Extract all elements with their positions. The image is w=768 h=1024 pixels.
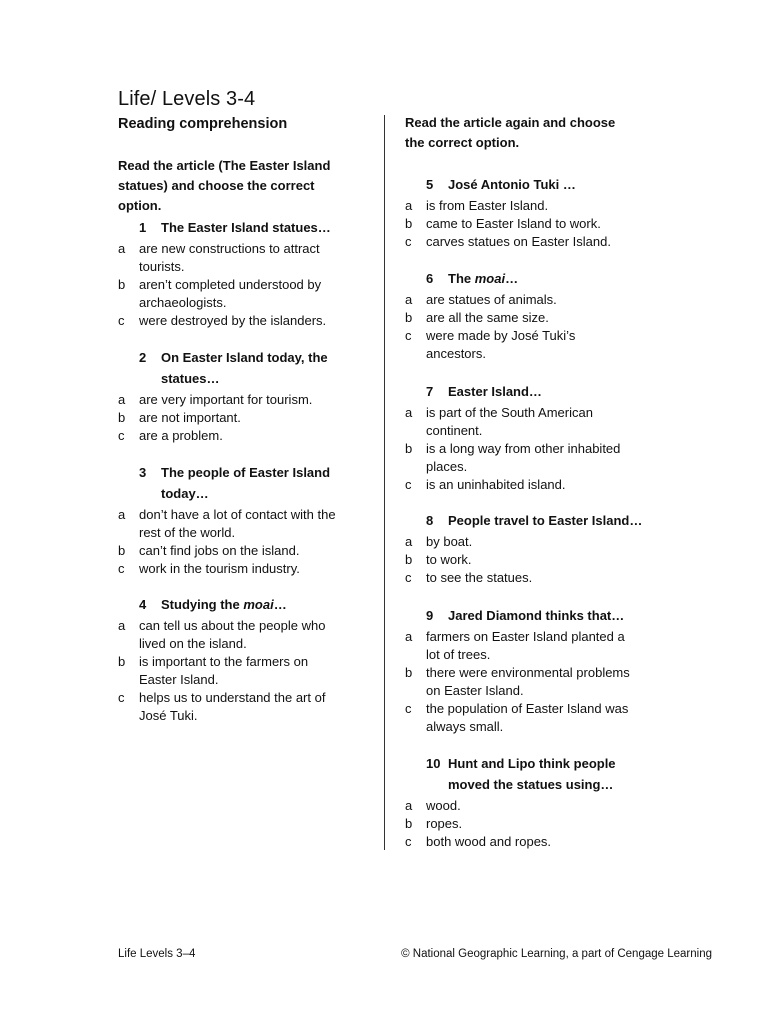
option-c: c the population of Easter Island was always small. [405,701,629,734]
page-subtitle: Reading comprehension [118,116,288,132]
option-c: c carves statues on Easter Island. [405,234,611,249]
option-b: b ropes. [405,816,463,831]
question-text: Studying the moai… [161,597,287,612]
question-2 [118,347,351,445]
option-c: c to see the statues. [405,570,533,585]
question-10 [405,753,638,851]
question-text: On Easter Island today, the statues… [161,350,328,386]
question-6 [405,268,638,363]
option-c: c is an uninhabited island. [405,477,566,492]
option-a: a don’t have a lot of contact with the rest of the world. [118,507,336,540]
question-9 [405,605,658,736]
option-a: a can tell us about the people who lived on the island. [118,618,326,651]
question-number: 2 [139,350,147,365]
right-instructions: Read the article again and choose the correct option. [405,115,616,150]
option-c: c work in the tourism industry. [118,561,300,576]
option-c: c were made by José Tuki’s ancestors. [405,328,576,361]
option-c: c both wood and ropes. [405,834,552,849]
option-b: b are all the same size. [405,310,549,325]
left-instructions: Read the article (The Easter Island statues) and choose the correct option. [118,158,331,213]
option-a: a is from Easter Island. [405,198,549,213]
question-5 [405,174,638,251]
option-b: b to work. [405,552,472,567]
question-3 [118,462,351,578]
option-b: b is a long way from other inhabited places. [405,441,621,474]
option-b: b there were environmental problems on Easter Island. [405,665,630,698]
question-text: People travel to Easter Island… [448,513,643,528]
option-a: a are new constructions to attract tourists. [118,241,320,274]
option-b: b aren’t completed understood by archaeologists. [118,277,322,310]
question-text: The moai… [448,271,519,286]
option-c: c are a problem. [118,428,223,443]
option-b: b can’t find jobs on the island. [118,543,300,558]
question-number: 1 [139,220,147,235]
option-b: b is important to the farmers on Easter Island. [118,654,309,687]
question-number: 5 [426,177,434,192]
question-1 [118,217,351,330]
question-text: José Antonio Tuki … [448,177,576,192]
question-text: Hunt and Lipo think people moved the statues using… [448,756,616,792]
question-8 [405,510,658,587]
page-title: Life/ Levels 3-4 [118,88,256,110]
option-b: b are not important. [118,410,241,425]
option-a: a is part of the South American continent. [405,405,593,438]
option-a: a by boat. [405,534,473,549]
question-number: 8 [426,513,434,528]
question-number: 4 [139,597,147,612]
question-4 [118,594,351,725]
option-a: a wood. [405,798,461,813]
option-a: a farmers on Easter Island planted a lot of trees. [405,629,625,662]
question-number: 3 [139,465,147,480]
footer-left: Life Levels 3–4 [118,948,196,960]
question-text: The Easter Island statues… [161,220,331,235]
question-number: 9 [426,608,434,623]
question-number: 6 [426,271,434,286]
option-b: b came to Easter Island to work. [405,216,601,231]
question-number: 10 [426,756,441,771]
option-a: a are statues of animals. [405,292,557,307]
question-text: Easter Island… [448,384,542,399]
question-text: The people of Easter Island today… [161,465,331,501]
option-c: c helps us to understand the art of José Tuki. [118,690,326,723]
option-c: c were destroyed by the islanders. [118,313,327,328]
question-number: 7 [426,384,434,399]
column-divider [384,115,385,850]
question-text: Jared Diamond thinks that… [448,608,625,623]
question-7 [405,381,638,494]
footer-copyright: © National Geographic Learning, a part of Cengage Learning [401,948,712,960]
option-a: a are very important for tourism. [118,392,313,407]
